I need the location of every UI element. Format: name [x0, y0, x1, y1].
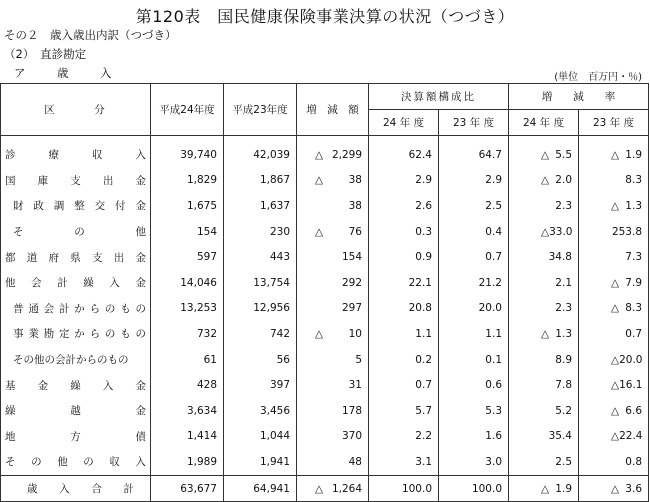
cell-diff	[297, 321, 369, 347]
row-label-char: 金	[135, 379, 146, 392]
row-label-char: 出	[102, 174, 114, 187]
negative-sign: △	[611, 276, 620, 289]
cell-fy23: 56	[224, 347, 297, 373]
row-label	[1, 398, 151, 424]
cell-value: 8.3	[625, 174, 642, 187]
header-rate-fy23: 23 年 度	[579, 110, 649, 136]
cell-diff	[297, 136, 369, 168]
negative-sign: △	[315, 225, 324, 238]
cell-value: 5	[355, 353, 362, 366]
cell-value: 34.8	[548, 251, 572, 264]
unit-note: (単位 百万円・％)	[554, 72, 642, 83]
row-label-char: 計	[123, 483, 134, 496]
cell-fy24: 1,414	[151, 424, 224, 450]
negative-sign: △	[541, 225, 550, 238]
cell-diff	[297, 475, 369, 502]
cell-fy24: 597	[151, 244, 224, 270]
cell-fy24: 732	[151, 321, 224, 347]
cell-rate-fy23	[579, 136, 649, 168]
cell-comp-fy23: 2.9	[439, 168, 509, 194]
row-label-char: 入	[135, 149, 146, 162]
cell-value: 38	[348, 199, 362, 212]
cell-fy24: 39,740	[151, 136, 224, 168]
revenue-subtitle: ア 歳 入	[14, 66, 122, 80]
row-label-char: 業	[28, 328, 39, 341]
cell-value: 292	[341, 276, 362, 289]
row-label	[1, 193, 151, 219]
row-label-char: 出	[113, 251, 125, 264]
cell-value: 5.5	[555, 148, 572, 161]
cell-diff	[297, 372, 369, 398]
cell-rate-fy24	[509, 475, 579, 502]
cell-value: 35.4	[548, 430, 572, 443]
cell-diff	[297, 398, 369, 424]
cell-comp-fy24: 2.6	[369, 193, 439, 219]
cell-value: 154	[341, 251, 362, 264]
row-label-char: 入	[102, 379, 114, 392]
cell-comp-fy23: 0.7	[439, 244, 509, 270]
cell-value: 48	[348, 455, 362, 468]
negative-sign: △	[315, 174, 324, 187]
row-label	[1, 270, 151, 296]
cell-fy24: 13,253	[151, 296, 224, 322]
cell-comp-fy24: 62.4	[369, 136, 439, 168]
cell-fy23: 1,867	[224, 168, 297, 194]
table-row	[1, 270, 649, 296]
cell-value: 38	[348, 174, 362, 187]
cell-value: 3.6	[625, 482, 642, 495]
cell-comp-fy24: 1.1	[369, 321, 439, 347]
row-label-char: の	[31, 456, 42, 469]
cell-value: 22.4	[619, 430, 643, 443]
cell-value: 33.0	[549, 225, 573, 238]
negative-sign: △	[611, 379, 620, 392]
cell-comp-fy23: 1.1	[439, 321, 509, 347]
cell-diff	[297, 219, 369, 245]
row-label	[1, 136, 151, 168]
row-label-char: 会	[31, 277, 42, 290]
row-label-char: 支	[92, 251, 103, 264]
cell-fy24: 61	[151, 347, 224, 373]
negative-sign: △	[315, 482, 324, 495]
row-label-char: の	[83, 456, 94, 469]
header-composition: 決算額構成比	[369, 84, 509, 110]
header-fy24: 平成24年度	[151, 84, 224, 136]
cell-comp-fy23: 5.3	[439, 398, 509, 424]
cell-value: 5.2	[555, 404, 572, 417]
cell-rate-fy24	[509, 347, 579, 373]
row-label-char: 計	[57, 277, 68, 290]
row-label-char: も	[120, 302, 131, 315]
cell-value: 2.3	[555, 302, 572, 315]
cell-value: 2.1	[555, 276, 572, 289]
row-label-char: 整	[74, 200, 85, 213]
row-label-char: 他	[5, 277, 16, 290]
row-label-char: 繰	[83, 277, 94, 290]
negative-sign: △	[611, 199, 620, 212]
row-label-char: 方	[70, 430, 81, 443]
cell-rate-fy24	[509, 321, 579, 347]
row-label	[1, 347, 151, 373]
cell-comp-fy23: 100.0	[439, 475, 509, 502]
row-label-char: その他の会計からのもの	[13, 354, 129, 367]
cell-comp-fy24: 2.9	[369, 168, 439, 194]
row-label-char: 収	[92, 149, 103, 162]
table-row	[1, 398, 649, 424]
row-label-char: 会	[43, 302, 55, 315]
cell-rate-fy24	[509, 244, 579, 270]
cell-rate-fy24	[509, 372, 579, 398]
negative-sign: △	[611, 404, 620, 417]
table-row	[1, 347, 649, 373]
cell-value: 297	[341, 302, 362, 315]
cell-rate-fy23	[579, 193, 649, 219]
cell-comp-fy24: 5.7	[369, 398, 439, 424]
row-label-char: 普	[13, 302, 24, 315]
cell-fy23: 42,039	[224, 136, 297, 168]
negative-sign: △	[315, 148, 324, 161]
row-label-char: 事	[13, 328, 24, 341]
row-label-char: 繰	[70, 379, 81, 392]
table-row	[1, 136, 649, 168]
cell-fy24: 1,675	[151, 193, 224, 219]
cell-value: 8.3	[625, 302, 642, 315]
row-label-char: 道	[26, 251, 38, 264]
cell-comp-fy24: 0.3	[369, 219, 439, 245]
header-comp-fy24: 24 年 度	[369, 110, 439, 136]
cell-value: 1,264	[331, 482, 362, 495]
cell-comp-fy23: 64.7	[439, 136, 509, 168]
cell-value: 7.3	[625, 251, 642, 264]
row-label	[1, 244, 151, 270]
cell-comp-fy24: 0.9	[369, 244, 439, 270]
cell-rate-fy24	[509, 398, 579, 424]
row-label-char: 勘	[43, 328, 55, 341]
table-row	[1, 193, 649, 219]
header-rate: 増 減 率	[509, 84, 649, 110]
row-label	[1, 475, 151, 502]
row-label-char: 付	[115, 200, 126, 213]
cell-comp-fy23: 0.1	[439, 347, 509, 373]
header-category: 区 分	[1, 84, 151, 136]
cell-rate-fy23	[579, 398, 649, 424]
row-label	[1, 424, 151, 450]
cell-comp-fy23: 0.4	[439, 219, 509, 245]
cell-value: 76	[348, 225, 362, 238]
cell-comp-fy24: 20.8	[369, 296, 439, 322]
row-label-char: 金	[135, 251, 146, 264]
row-label-char: の	[104, 328, 116, 341]
cell-value: 10	[348, 327, 362, 340]
negative-sign: △	[541, 148, 550, 161]
cell-comp-fy23: 0.6	[439, 372, 509, 398]
row-label-char: 政	[33, 200, 44, 213]
row-label-char: そ	[5, 456, 16, 469]
table-row	[1, 244, 649, 270]
row-label-char: 定	[58, 328, 70, 341]
cell-fy23: 13,754	[224, 270, 297, 296]
cell-value: 1.9	[555, 482, 572, 495]
negative-sign: △	[611, 302, 620, 315]
cell-fy24: 3,634	[151, 398, 224, 424]
row-label-char: 国	[5, 174, 16, 187]
row-label-char: 財	[13, 200, 24, 213]
negative-sign: △	[541, 482, 550, 495]
cell-rate-fy23	[579, 296, 649, 322]
negative-sign: △	[611, 482, 620, 495]
cell-value: 31	[348, 379, 362, 392]
row-label-char: 基	[5, 379, 16, 392]
header-comp-fy23: 23 年 度	[439, 110, 509, 136]
table-row	[1, 424, 649, 450]
cell-fy23: 397	[224, 372, 297, 398]
row-label-char: 合	[91, 483, 102, 496]
row-label-char: 金	[135, 277, 146, 290]
cell-rate-fy23	[579, 347, 649, 373]
row-label-char: 計	[58, 302, 70, 315]
row-label-char: 調	[53, 200, 65, 213]
row-label-char: 繰	[5, 405, 16, 418]
row-label-char: 診	[5, 149, 16, 162]
negative-sign: △	[611, 148, 620, 161]
cell-rate-fy23	[579, 424, 649, 450]
cell-fy24: 428	[151, 372, 224, 398]
row-label	[1, 372, 151, 398]
row-label	[1, 168, 151, 194]
row-label-char: の	[104, 302, 116, 315]
cell-rate-fy24	[509, 168, 579, 194]
row-label-char: 収	[109, 456, 120, 469]
cell-comp-fy24: 0.7	[369, 372, 439, 398]
row-label-char: そ	[13, 226, 24, 239]
cell-value: 2,299	[331, 148, 362, 161]
row-label-char: 入	[59, 483, 70, 496]
cell-rate-fy24	[509, 219, 579, 245]
row-label-char: 庫	[37, 174, 49, 187]
cell-fy23: 3,456	[224, 398, 297, 424]
row-label-char: 地	[5, 430, 16, 443]
cell-rate-fy24	[509, 136, 579, 168]
cell-rate-fy23	[579, 244, 649, 270]
cell-fy23: 64,941	[224, 475, 297, 502]
row-label	[1, 321, 151, 347]
cell-diff	[297, 424, 369, 450]
cell-diff	[297, 296, 369, 322]
cell-rate-fy23	[579, 321, 649, 347]
cell-value: 370	[341, 430, 362, 443]
table-row	[1, 372, 649, 398]
revenue-table	[0, 83, 649, 502]
cell-rate-fy24	[509, 193, 579, 219]
negative-sign: △	[611, 430, 620, 443]
row-label-char: も	[120, 328, 131, 341]
row-label	[1, 219, 151, 245]
cell-rate-fy23	[579, 475, 649, 502]
row-label-char: ら	[89, 328, 101, 341]
cell-value: 1.3	[625, 199, 642, 212]
row-label-char: ら	[89, 302, 101, 315]
cell-comp-fy23: 1.6	[439, 424, 509, 450]
cell-fy23: 12,956	[224, 296, 297, 322]
table-row	[1, 449, 649, 475]
cell-comp-fy24: 2.2	[369, 424, 439, 450]
cell-comp-fy23: 3.0	[439, 449, 509, 475]
negative-sign: △	[315, 327, 324, 340]
cell-diff	[297, 347, 369, 373]
table-title: 第120表 国民健康保険事業決算の状況（つづき）	[135, 7, 515, 26]
cell-fy23: 1,941	[224, 449, 297, 475]
header-rate-fy24: 24 年 度	[509, 110, 579, 136]
cell-value: 1.9	[625, 148, 642, 161]
table-row	[1, 296, 649, 322]
cell-value: 2.3	[555, 199, 572, 212]
account-subtitle: （2） 直診勘定	[4, 47, 87, 61]
cell-comp-fy24: 0.2	[369, 347, 439, 373]
row-label-char: 金	[135, 174, 146, 187]
negative-sign: △	[541, 174, 550, 187]
cell-value: 2.0	[555, 174, 572, 187]
cell-diff	[297, 168, 369, 194]
row-label-char: か	[74, 328, 85, 341]
row-label-char: 入	[109, 277, 120, 290]
cell-rate-fy24	[509, 449, 579, 475]
row-label-char: 交	[94, 200, 106, 213]
cell-fy24: 1,989	[151, 449, 224, 475]
row-label-char: 金	[37, 379, 49, 392]
cell-rate-fy23	[579, 270, 649, 296]
cell-rate-fy24	[509, 270, 579, 296]
cell-comp-fy24: 100.0	[369, 475, 439, 502]
row-label-char: 他	[135, 226, 146, 239]
cell-fy24: 1,829	[151, 168, 224, 194]
row-label-char: 越	[70, 405, 81, 418]
header-fy23: 平成23年度	[224, 84, 297, 136]
cell-fy23: 1,044	[224, 424, 297, 450]
cell-rate-fy23	[579, 449, 649, 475]
negative-sign: △	[541, 327, 550, 340]
cell-diff	[297, 193, 369, 219]
cell-fy24: 63,677	[151, 475, 224, 502]
row-label-char: 金	[135, 200, 146, 213]
cell-comp-fy24: 3.1	[369, 449, 439, 475]
cell-diff	[297, 270, 369, 296]
cell-value: 253.8	[611, 225, 642, 238]
row-label-char: 歳	[27, 483, 38, 496]
cell-fy23: 443	[224, 244, 297, 270]
section-subtitle: その２ 歳入歳出内訳（つづき）	[4, 28, 177, 42]
row-label-char: 入	[135, 456, 146, 469]
row-label-char: 金	[135, 405, 146, 418]
table-row	[1, 168, 649, 194]
table-row	[1, 321, 649, 347]
cell-fy24: 14,046	[151, 270, 224, 296]
row-label	[1, 449, 151, 475]
cell-value: 16.1	[619, 379, 643, 392]
cell-rate-fy23	[579, 219, 649, 245]
cell-rate-fy23	[579, 168, 649, 194]
cell-fy23: 1,637	[224, 193, 297, 219]
cell-comp-fy23: 21.2	[439, 270, 509, 296]
header-diff: 増 減 額	[297, 84, 369, 136]
row-label-char: 他	[57, 456, 68, 469]
row-label	[1, 296, 151, 322]
row-label-char: 債	[135, 430, 146, 443]
cell-value: 0.8	[625, 455, 642, 468]
row-label-char: 府	[48, 251, 59, 264]
cell-rate-fy24	[509, 296, 579, 322]
row-label-char: 県	[70, 251, 81, 264]
cell-diff	[297, 244, 369, 270]
cell-comp-fy23: 2.5	[439, 193, 509, 219]
cell-value: 0.7	[625, 327, 642, 340]
cell-value: 1.3	[555, 327, 572, 340]
cell-value: 7.8	[555, 379, 572, 392]
cell-comp-fy23: 20.0	[439, 296, 509, 322]
cell-value: 20.0	[619, 353, 643, 366]
row-label-char: 療	[48, 149, 59, 162]
cell-value: 8.9	[555, 353, 572, 366]
row-label-char: か	[74, 302, 85, 315]
row-label-char: 支	[70, 174, 81, 187]
cell-value: 6.6	[625, 404, 642, 417]
cell-fy23: 230	[224, 219, 297, 245]
row-label-char: 都	[5, 251, 16, 264]
row-label-char: 通	[28, 302, 39, 315]
cell-comp-fy24: 22.1	[369, 270, 439, 296]
cell-rate-fy23	[579, 372, 649, 398]
cell-diff	[297, 449, 369, 475]
cell-value: 2.5	[555, 455, 572, 468]
table-row	[1, 219, 649, 245]
row-label-char: の	[74, 226, 85, 239]
cell-fy24: 154	[151, 219, 224, 245]
cell-fy23: 742	[224, 321, 297, 347]
cell-rate-fy24	[509, 424, 579, 450]
negative-sign: △	[611, 353, 620, 366]
cell-value: 7.9	[625, 276, 642, 289]
row-label-char: の	[135, 302, 146, 315]
row-label-char: の	[135, 328, 146, 341]
table-row	[1, 475, 649, 502]
cell-value: 178	[341, 404, 362, 417]
